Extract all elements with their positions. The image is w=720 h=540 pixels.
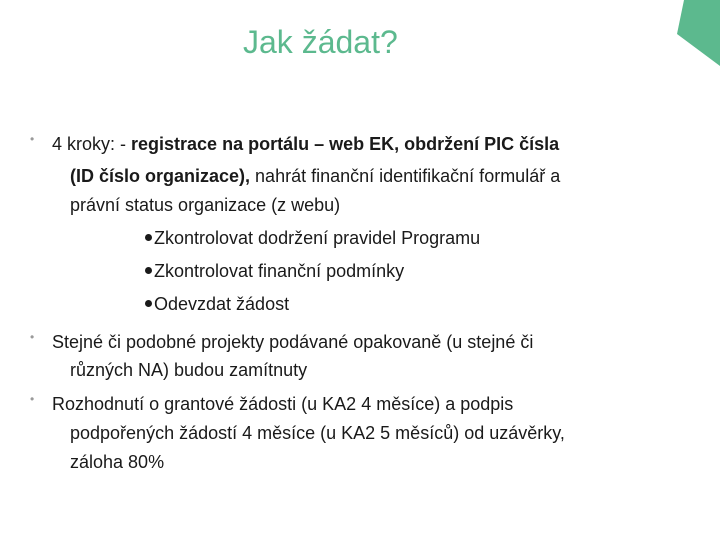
bullet-3-line-3-text: záloha 80% (70, 452, 165, 472)
sub-bullet-marker (145, 234, 152, 241)
sub-bullet-marker (145, 300, 152, 307)
bullet-marker: • (30, 330, 35, 344)
bullet-3-line-3 (70, 450, 164, 474)
bullet-1-bold-a: registrace na portálu – web EK, obdržení PIC čísla (131, 134, 560, 154)
bullet-1-line-1 (52, 132, 559, 156)
bullet-3-line-2-text: podpořených žádostí 4 měsíce (u KA2 5 měsíců) od uzávěrky, (70, 423, 565, 443)
bullet-3-line-1 (52, 392, 513, 416)
bullet-marker: • (30, 132, 35, 146)
bullet-1-bold-b: (ID číslo organizace), (70, 166, 251, 186)
bullet-2-line-2 (70, 358, 307, 382)
bullet-3-line-2 (70, 421, 565, 445)
bullet-1-line-2-text: nahrát finanční identifikační formulář a (250, 166, 561, 186)
sub-item-text: Zkontrolovat dodržení pravidel Programu (154, 228, 481, 248)
bullet-2-line-2-text: různých NA) budou zamítnuty (70, 360, 308, 380)
sub-bullet-marker (145, 267, 152, 274)
sub-item (145, 226, 480, 250)
bullet-1-line-3-text: právní status organizace (z webu) (70, 195, 341, 215)
bullet-3-line-1-text: Rozhodnutí o grantové žádosti (u KA2 4 měsíce) a podpis (52, 394, 514, 414)
bullet-1-line-3 (70, 193, 340, 217)
bullet-1-intro: 4 kroky: - (52, 134, 132, 154)
bullet-1-line-2 (70, 164, 560, 188)
slide-title: Jak žádat? (243, 24, 398, 60)
bullet-marker: • (30, 392, 35, 406)
sub-item (145, 259, 404, 283)
bullet-2-line-1 (52, 330, 533, 354)
sub-item-text: Zkontrolovat finanční podmínky (154, 261, 405, 281)
bullet-2-line-1-text: Stejné či podobné projekty podávané opakovaně (u stejné či (52, 332, 534, 352)
sub-item (145, 292, 289, 316)
sub-item-text: Odevzdat žádost (154, 294, 290, 314)
